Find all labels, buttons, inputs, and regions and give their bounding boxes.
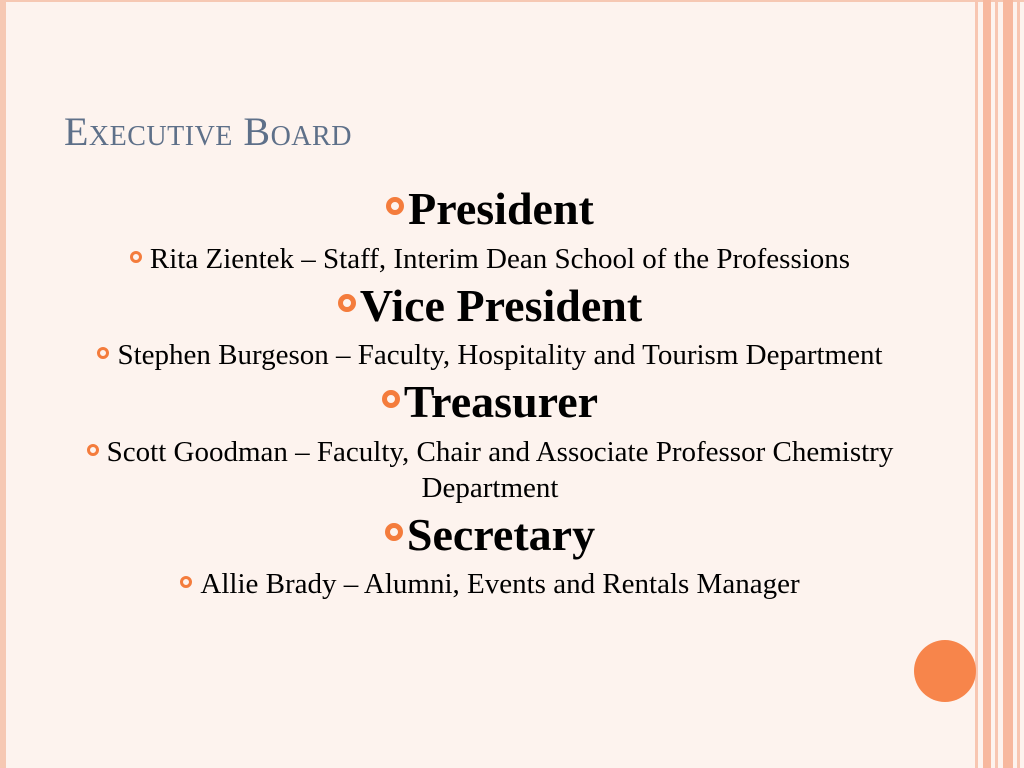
member-entry-text: Rita Zientek – Staff, Interim Dean School of the Professions <box>149 242 851 275</box>
ring-bullet-icon <box>87 444 99 456</box>
role-heading-secretary <box>70 510 910 561</box>
decorative-stripe <box>983 0 991 768</box>
member-entry-president <box>70 241 910 277</box>
member-entry-text: Stephen Burgeson – Faculty, Hospitality and Tourism Department <box>117 339 883 372</box>
ring-bullet-icon <box>382 390 400 408</box>
top-border <box>0 0 1024 2</box>
member-entry-vice-president <box>70 337 910 373</box>
member-entry-secretary <box>70 566 910 602</box>
member-entry-text: Scott Goodman – Faculty, Chair and Associate Professor Chemistry Department <box>106 435 894 504</box>
ring-bullet-icon <box>385 523 403 541</box>
slide-title: Executive Board <box>64 109 352 154</box>
role-heading-text: President <box>408 183 594 234</box>
role-heading-text: Secretary <box>406 508 596 560</box>
ring-bullet-icon <box>130 251 142 263</box>
role-heading-vice-president <box>70 281 910 332</box>
role-heading-president <box>70 184 910 235</box>
decorative-stripe <box>975 0 978 768</box>
ring-bullet-icon <box>180 576 192 588</box>
role-heading-treasurer <box>70 377 910 428</box>
member-entry-treasurer <box>70 434 910 506</box>
role-heading-text: Vice President <box>359 279 643 331</box>
member-entry-text: Allie Brady – Alumni, Events and Rentals Manager <box>200 568 800 601</box>
decorative-stripe <box>1017 0 1020 768</box>
decorative-circle <box>914 640 976 702</box>
ring-bullet-icon <box>97 347 109 359</box>
decorative-stripe <box>995 0 998 768</box>
left-border <box>0 0 6 768</box>
ring-bullet-icon <box>338 294 356 312</box>
role-heading-text: Treasurer <box>403 376 599 428</box>
slide-body <box>70 182 910 606</box>
ring-bullet-icon <box>386 197 404 215</box>
decorative-stripe <box>1003 0 1013 768</box>
